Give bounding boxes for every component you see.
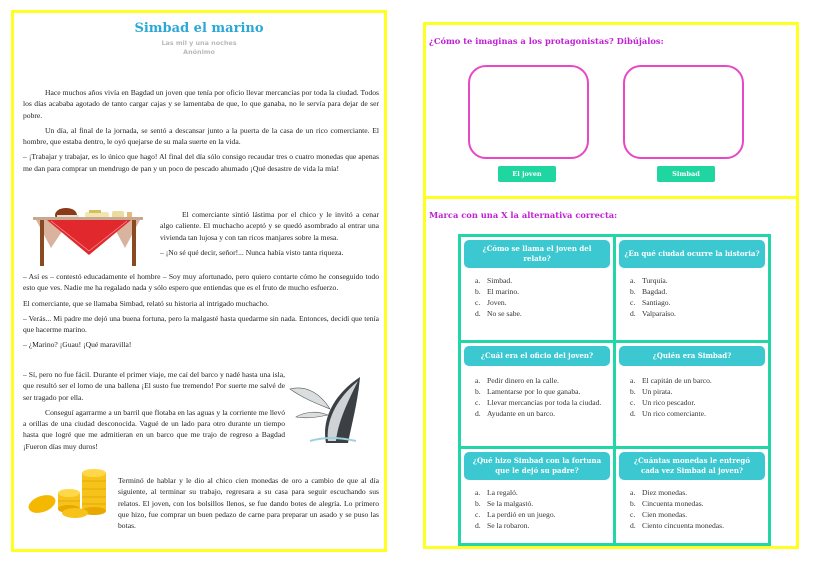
question-header: ¿En qué ciudad ocurre la historia?: [619, 240, 765, 268]
option-letter: d.: [475, 409, 481, 418]
option-item[interactable]: [630, 308, 764, 319]
option-item[interactable]: [475, 297, 609, 308]
label-el-joven: El joven: [498, 166, 556, 182]
quiz-question-card: [461, 449, 613, 543]
story-subtitle: Las mil y una noches: [161, 39, 237, 47]
option-letter: b.: [630, 287, 636, 296]
quiz-question-card: [616, 343, 768, 446]
option-letter: a.: [630, 488, 636, 497]
question-header: ¿Qué hizo Simbad con la fortuna que le dejó su padre?: [464, 452, 610, 480]
option-letter: c.: [475, 510, 481, 519]
question-header: ¿Cuál era el oficio del joven?: [464, 346, 610, 366]
option-text: Diez monedas.: [642, 488, 688, 497]
option-text: La perdió en un juego.: [487, 510, 556, 519]
option-letter: b.: [475, 387, 481, 396]
option-item[interactable]: [475, 286, 609, 297]
option-text: Se la robaron.: [487, 521, 530, 530]
story-paragraph: Hace muchos años vivía en Bagdad un joven que tenía por oficio llevar mercancías por toda la ciudad. Todos los días acababa agotado de tanto cargar cajas y se lamentaba de que, lo que ganaba, no le servía para dejar de ser pobre.: [23, 88, 379, 120]
option-text: Se la malgastó.: [487, 499, 534, 508]
drawing-section: [423, 22, 799, 198]
option-letter: d.: [475, 521, 481, 530]
option-letter: c.: [630, 298, 636, 307]
story-paragraph-final: Terminó de hablar y le dio al chico cien monedas de oro a cambio de que al día siguiente, al terminar su trabajo, regresara a su casa para seguir escuchando sus relatos. El joven, con los bolsillos llenos, se fue dando botes de alegría. Lo primero que hizo, fue comprar un buen pedazo de carne para preparar un asado y se puso las botas.: [118, 476, 379, 531]
option-item[interactable]: [630, 275, 764, 286]
option-list: [630, 375, 764, 419]
option-letter: d.: [630, 521, 636, 530]
quiz-question-card: [461, 237, 613, 340]
option-text: Llevar mercancías por toda la ciudad.: [487, 398, 602, 407]
option-letter: c.: [630, 398, 636, 407]
option-letter: b.: [630, 499, 636, 508]
option-letter: a.: [630, 276, 636, 285]
story-paragraph: Un día, al final de la jornada, se sentó a descansar junto a la puerta de la casa de un rico comerciante. El hombre, que estaba dentro, le oyó quejarse de su mala suerte en la vida.: [23, 125, 379, 147]
option-item[interactable]: [475, 275, 609, 286]
option-item[interactable]: [475, 397, 609, 408]
option-item[interactable]: [475, 498, 609, 509]
option-item[interactable]: [630, 509, 764, 520]
table-with-food-icon: [29, 201, 147, 267]
option-item[interactable]: [475, 487, 609, 498]
option-item[interactable]: [630, 286, 764, 297]
option-text: Bagdad.: [642, 287, 668, 296]
option-item[interactable]: [475, 520, 609, 531]
option-item[interactable]: [475, 386, 609, 397]
option-item[interactable]: [630, 487, 764, 498]
option-text: Valparaíso.: [642, 309, 676, 318]
story-paragraph: El comerciante, que se llamaba Simbad, relató su historia al intrigado muchacho.: [23, 298, 269, 308]
option-list: [630, 275, 764, 319]
option-letter: d.: [475, 309, 481, 318]
story-middle-block: [23, 271, 379, 351]
story-title: Simbad el marino: [134, 21, 264, 36]
option-text: Ayudante en un barco.: [487, 409, 556, 418]
story-whale-block: [23, 369, 285, 452]
option-item[interactable]: [630, 386, 764, 397]
question-header: ¿Quién era Simbad?: [619, 346, 765, 366]
story-paragraph: – ¡No sé qué decir, señor!... Nunca había visto tanta riqueza.: [160, 247, 344, 257]
option-text: Un rico pescador.: [642, 398, 696, 407]
option-letter: c.: [630, 510, 636, 519]
quiz-section: [423, 196, 799, 549]
option-letter: d.: [630, 309, 636, 318]
option-item[interactable]: [630, 498, 764, 509]
option-text: No se sabe.: [487, 309, 522, 318]
option-item[interactable]: [630, 297, 764, 308]
option-item[interactable]: [475, 408, 609, 419]
option-item[interactable]: [475, 308, 609, 319]
story-paragraph: Conseguí agarrarme a un barril que flotaba en las aguas y la corriente me llevó a orillas de una ciudad desconocida. Vagué de un lado para otro durante un tiempo hasta que logré que me admitieran en un barco que me trajo de regreso a Bagdad ¡Fueron días muy duros!: [23, 407, 285, 451]
option-text: Turquía.: [642, 276, 668, 285]
story-paragraph: – ¿Marino? ¡Guau! ¡Qué maravilla!: [23, 340, 132, 350]
question-header: ¿Cuántas monedas le entregó cada vez Simbad al joven?: [619, 452, 765, 480]
story-paragraph: – ¡Trabajar y trabajar, es lo único que hago! Al final del día sólo consigo recaudar tres o cuatro monedas que apenas me dan para comprar un mendrugo de pan y un poco de pescado ahumado ¡Qué desastre de vida la mía!: [23, 152, 379, 173]
option-letter: a.: [475, 488, 481, 497]
option-item[interactable]: [630, 408, 764, 419]
option-item[interactable]: [630, 520, 764, 531]
option-text: El capitán de un barco.: [642, 376, 712, 385]
option-list: [475, 275, 609, 319]
option-list: [475, 487, 609, 531]
option-item[interactable]: [475, 509, 609, 520]
option-text: Un rico comerciante.: [642, 409, 706, 418]
option-letter: c.: [475, 298, 481, 307]
story-intro-block: [23, 87, 379, 174]
story-page: [11, 10, 387, 552]
option-list: [475, 375, 609, 419]
option-text: Santiago.: [642, 298, 671, 307]
option-letter: b.: [475, 287, 481, 296]
label-simbad: Simbad: [657, 166, 715, 182]
story-coins-block: [118, 475, 379, 531]
story-paragraph: – Verás... Mi padre me dejó una buena fortuna, pero la malgasté hasta quedarme sin nada. Entonces, decidí que tenía que hacerme marino.: [23, 313, 379, 335]
option-letter: a.: [630, 376, 636, 385]
drawing-prompt: ¿Cómo te imaginas a los protagonistas? Dibújalos:: [429, 36, 664, 46]
option-letter: b.: [630, 387, 636, 396]
gold-coins-icon: [27, 469, 112, 521]
option-list: [630, 487, 764, 531]
whale-icon: [286, 371, 366, 445]
option-text: Lamentarse por lo que ganaba.: [487, 387, 581, 396]
quiz-question-card: [461, 343, 613, 446]
option-text: Cien monedas.: [642, 510, 688, 519]
option-text: La regaló.: [487, 488, 518, 497]
drawing-box-simbad[interactable]: [623, 65, 744, 159]
story-paragraph: – Así es – contestó educadamente el hombre – Soy muy afortunado, pero quiero contarte cómo he conseguido todo esto que ves. Nadie me ha regalado nada y sólo espero que entiendas que es el fruto de mucho esfuerzo.: [23, 272, 379, 293]
option-text: Joven.: [487, 298, 507, 307]
quiz-instruction: Marca con una X la alternativa correcta:: [429, 210, 618, 220]
option-item[interactable]: [475, 375, 609, 386]
quiz-grid: [458, 234, 771, 546]
quiz-question-card: [616, 237, 768, 340]
option-item[interactable]: [630, 397, 764, 408]
option-letter: c.: [475, 398, 481, 407]
option-item[interactable]: [630, 375, 764, 386]
option-letter: a.: [475, 276, 481, 285]
option-text: Pedir dinero en la calle.: [487, 376, 559, 385]
option-text: El marino.: [487, 287, 520, 296]
story-table-block: [160, 209, 379, 258]
option-letter: b.: [475, 499, 481, 508]
option-text: Cincuenta monedas.: [642, 499, 704, 508]
question-header: ¿Cómo se llama el joven del relato?: [464, 240, 610, 268]
option-letter: d.: [630, 409, 636, 418]
drawing-box-joven[interactable]: [468, 65, 589, 159]
quiz-question-card: [616, 449, 768, 543]
option-text: Simbad.: [487, 276, 513, 285]
option-letter: a.: [475, 376, 481, 385]
story-author: Anónimo: [183, 48, 215, 56]
option-text: Ciento cincuenta monedas.: [642, 521, 725, 530]
story-paragraph: El comerciante sintió lástima por el chico y le invitó a cenar algo caliente. El muchacho aceptó y se quedó asombrado al entrar una vivienda tan lujosa y con tan ricos manjares sobre la mesa.: [160, 210, 379, 242]
story-paragraph: – Sí, pero no fue fácil. Durante el primer viaje, me caí del barco y nadé hasta una isla, que resultó ser el lomo de una ballena ¡El susto fue tremendo! Por suerte me salvé de ser tragado por ella.: [23, 370, 285, 402]
option-text: Un pirata.: [642, 387, 673, 396]
